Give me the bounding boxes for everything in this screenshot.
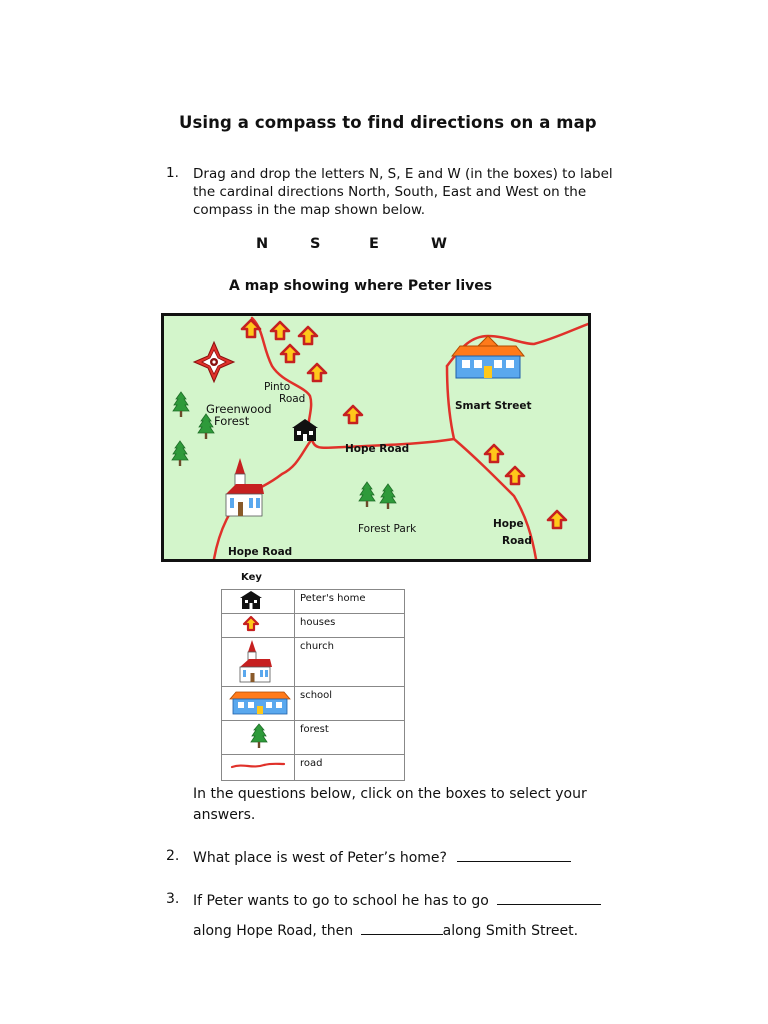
- question-1-text: [193, 165, 613, 219]
- school-icon: [222, 687, 294, 717]
- question-2: [193, 848, 571, 866]
- question-3-line-1: [193, 891, 601, 909]
- peters-home-icon: [292, 419, 318, 441]
- tree-icon: [380, 484, 396, 509]
- key-label: school: [295, 687, 405, 721]
- key-icon-cell: [222, 721, 295, 755]
- letter-e-draggable[interactable]: E: [369, 236, 379, 252]
- question-3-text: If Peter wants to go to school he has to go: [193, 893, 489, 909]
- tree-icon: [173, 392, 189, 417]
- question-3-text: along Smith Street.: [442, 923, 579, 939]
- label-line: Greenwood: [206, 402, 272, 416]
- key-row: [222, 687, 405, 721]
- map-label-forest-park: Forest Park: [358, 523, 417, 535]
- house-icon: [222, 614, 294, 634]
- school-icon: [452, 336, 524, 378]
- key-label: Peter's home: [295, 590, 405, 614]
- key-label: church: [295, 638, 405, 687]
- tree-icon: [172, 441, 188, 466]
- instructions-line: answers.: [193, 807, 256, 823]
- church-icon: [222, 638, 294, 683]
- map-label-smart-street: Smart Street: [455, 400, 532, 412]
- house-icon: [548, 511, 566, 528]
- house-icon: [485, 445, 503, 462]
- tree-icon: [222, 721, 294, 751]
- question-3-answer-box-1[interactable]: [497, 891, 601, 905]
- house-icon: [308, 364, 326, 381]
- house-icon: [271, 322, 289, 339]
- key-icon-cell: [222, 638, 295, 687]
- key-row: [222, 755, 405, 781]
- map-title: A map showing where Peter lives: [229, 278, 493, 294]
- question-2-text: What place is west of Peter’s home?: [193, 850, 447, 866]
- peters-home-icon: [222, 590, 294, 610]
- house-icon: [242, 320, 260, 337]
- house-icon: [281, 345, 299, 362]
- map: [161, 313, 591, 562]
- road-icon: [222, 755, 294, 777]
- key-row: [222, 590, 405, 614]
- question-1-line: Drag and drop the letters N, S, E and W (in the boxes) to label: [193, 166, 613, 182]
- letter-s-draggable[interactable]: S: [310, 236, 321, 252]
- question-3-number: 3.: [166, 891, 180, 907]
- house-icon: [299, 327, 317, 344]
- key-row: [222, 721, 405, 755]
- label-line: Road: [502, 535, 532, 547]
- instructions-line: In the questions below, click on the boxes to select your: [193, 786, 587, 802]
- compass-icon: [194, 342, 234, 382]
- question-1-line: the cardinal directions North, South, East and West on the: [193, 184, 587, 200]
- label-line: Hope: [493, 518, 524, 530]
- map-label-hope-road-bottom: Hope Road: [228, 546, 293, 558]
- map-key-table: [221, 589, 405, 781]
- key-icon-cell: [222, 590, 295, 614]
- map-label-hope-road-right: [493, 516, 532, 550]
- label-line: Pinto: [264, 381, 291, 393]
- key-row: [222, 614, 405, 638]
- key-label: forest: [295, 721, 405, 755]
- key-icon-cell: [222, 755, 295, 781]
- key-label: road: [295, 755, 405, 781]
- church-icon: [226, 458, 264, 516]
- label-line: Forest: [214, 414, 250, 428]
- label-line: Road: [279, 393, 306, 405]
- map-label-hope-road: Hope Road: [345, 443, 410, 455]
- question-2-answer-box[interactable]: [457, 848, 571, 862]
- key-title: Key: [241, 572, 262, 583]
- house-icon: [506, 467, 524, 484]
- tree-icon: [359, 482, 375, 507]
- question-3-text: along Hope Road, then: [193, 923, 354, 939]
- key-row: [222, 638, 405, 687]
- letter-w-draggable[interactable]: W: [431, 236, 447, 252]
- question-2-number: 2.: [166, 848, 180, 864]
- question-3-line-2: [193, 921, 578, 939]
- question-3-answer-box-2[interactable]: [361, 921, 443, 935]
- map-label-greenwood-forest: [206, 403, 272, 427]
- house-icon: [344, 406, 362, 423]
- question-1-line: compass in the map shown below.: [193, 202, 426, 218]
- page-title: Using a compass to find directions on a map: [179, 113, 597, 132]
- question-1-number: 1.: [166, 165, 179, 181]
- instructions: [193, 784, 587, 826]
- key-icon-cell: [222, 687, 295, 721]
- key-label: houses: [295, 614, 405, 638]
- letter-n-draggable[interactable]: N: [256, 236, 269, 252]
- key-icon-cell: [222, 614, 295, 638]
